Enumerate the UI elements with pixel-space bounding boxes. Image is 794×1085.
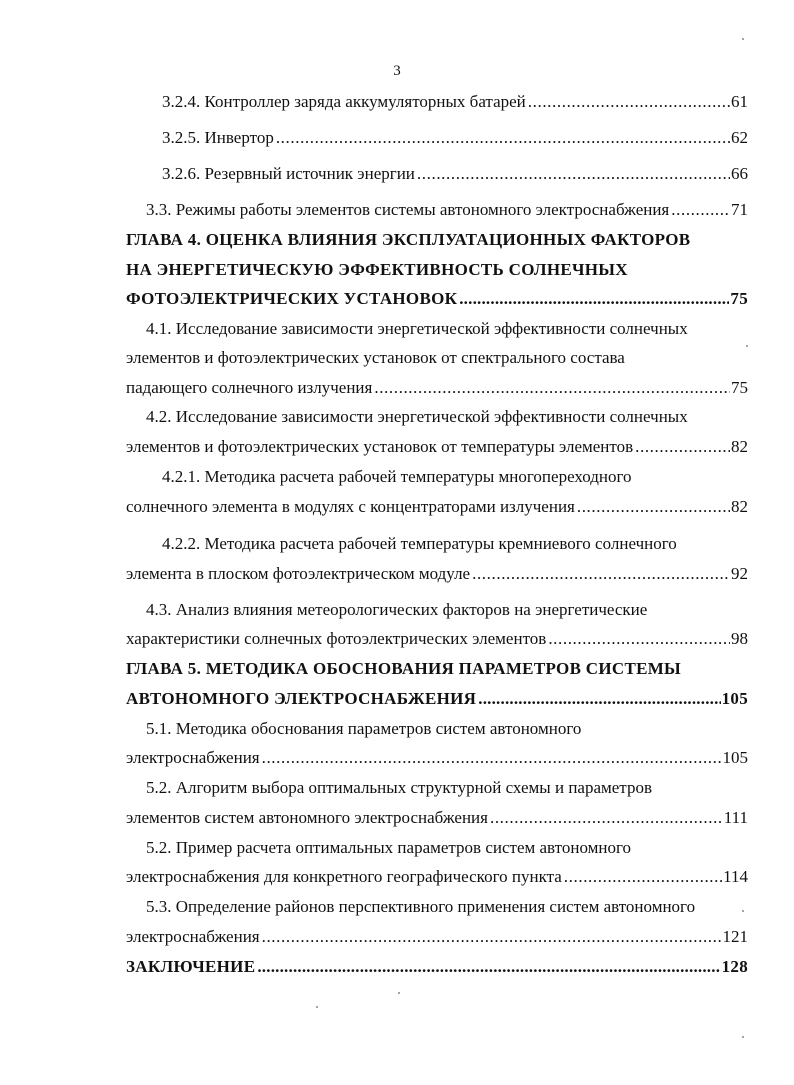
toc-entry-title: 3.2.6. Резервный источник энергии <box>162 164 415 183</box>
dot-leader <box>635 436 730 458</box>
toc-entry-page: 128 <box>721 957 748 976</box>
toc-conclusion <box>126 956 748 978</box>
toc-entry-4-2-line1 <box>146 406 688 428</box>
toc-entry-3-2-6 <box>162 163 748 185</box>
toc-entry-5-2a-line2 <box>126 807 748 829</box>
toc-entry-5-1-line1 <box>146 718 581 740</box>
dot-leader <box>564 866 722 888</box>
dot-leader <box>262 747 722 769</box>
toc-entry-3-2-5 <box>162 127 748 149</box>
toc-entry-page: 82 <box>731 437 748 456</box>
dot-leader <box>577 496 730 518</box>
toc-entry-5-1-line2 <box>126 747 748 769</box>
toc-entry-title: ФОТОЭЛЕКТРИЧЕСКИХ УСТАНОВОК <box>126 289 458 308</box>
toc-entry-title: НА ЭНЕРГЕТИЧЕСКУЮ ЭФФЕКТИВНОСТЬ СОЛНЕЧНЫХ <box>126 260 628 279</box>
scan-speck <box>742 910 744 912</box>
toc-entry-title: элементов и фотоэлектрических установок от спектрального состава <box>126 348 625 367</box>
toc-entry-5-3-line1 <box>146 896 695 918</box>
toc-entry-title: ГЛАВА 5. МЕТОДИКА ОБОСНОВАНИЯ ПАРАМЕТРОВ СИСТЕМЫ <box>126 659 682 678</box>
toc-entry-page: 114 <box>723 867 748 886</box>
toc-entry-title: электроснабжения <box>126 927 260 946</box>
toc-entry-title: элемента в плоском фотоэлектрическом модуле <box>126 564 471 583</box>
toc-entry-page: 92 <box>731 564 748 583</box>
toc-entry-page: 105 <box>722 748 748 767</box>
toc-entry-page: 105 <box>721 689 748 708</box>
scan-speck <box>746 345 748 347</box>
toc-entry-4-3-line2 <box>126 628 748 650</box>
scan-speck <box>742 1036 744 1038</box>
dot-leader <box>478 688 720 710</box>
dot-leader <box>459 288 729 310</box>
toc-entry-title: 5.1. Методика обоснования параметров систем автономного <box>146 719 582 738</box>
scan-speck <box>316 1006 318 1008</box>
toc-entry-title: 3.2.5. Инвертор <box>162 128 274 147</box>
toc-entry-title: электроснабжения <box>126 748 260 767</box>
toc-entry-page: 121 <box>722 927 748 946</box>
toc-entry-page: 66 <box>731 164 748 183</box>
dot-leader <box>374 377 730 399</box>
toc-entry-page: 111 <box>723 808 748 827</box>
toc-entry-title: ГЛАВА 4. ОЦЕНКА ВЛИЯНИЯ ЭКСПЛУАТАЦИОННЫХ ФАКТОРОВ <box>126 230 691 249</box>
toc-entry-4-1-line1 <box>146 318 688 340</box>
toc-entry-title: 3.2.4. Контроллер заряда аккумуляторных батарей <box>162 92 526 111</box>
toc-entry-title: 4.2.1. Методика расчета рабочей температуры многопереходного <box>162 467 632 486</box>
toc-entry-page: 75 <box>731 378 748 397</box>
toc-entry-page: 61 <box>731 92 748 111</box>
dot-leader <box>257 956 720 978</box>
toc-entry-3-2-4 <box>162 91 748 113</box>
toc-entry-title: элементов и фотоэлектрических установок от температуры элементов <box>126 437 634 456</box>
toc-entry-title: ЗАКЛЮЧЕНИЕ <box>126 957 256 976</box>
toc-entry-title: элементов систем автономного электроснабжения <box>126 808 488 827</box>
dot-leader <box>671 199 730 221</box>
dot-leader <box>490 807 723 829</box>
toc-chapter-4-line3 <box>126 288 748 310</box>
scan-speck <box>742 38 744 40</box>
toc-entry-4-3-line1 <box>146 599 647 621</box>
page-number: 3 <box>393 63 401 79</box>
toc-entry-title: солнечного элемента в модулях с концентраторами излучения <box>126 497 575 516</box>
toc-entry-title: 5.2. Пример расчета оптимальных параметров систем автономного <box>146 838 632 857</box>
toc-entry-5-2b-line1 <box>146 837 631 859</box>
dot-leader <box>528 91 730 113</box>
toc-chapter-4-line1 <box>126 229 690 251</box>
toc-entry-title: электроснабжения для конкретного географического пункта <box>126 867 562 886</box>
toc-entry-4-1-line2 <box>126 347 625 369</box>
toc-entry-page: 82 <box>731 497 748 516</box>
toc-entry-5-2b-line2 <box>126 866 748 888</box>
toc-chapter-5-line2 <box>126 688 748 710</box>
toc-entry-5-3-line2 <box>126 926 748 948</box>
toc-entry-4-2-1-line2 <box>126 496 748 518</box>
toc-entry-4-2-line2 <box>126 436 748 458</box>
dot-leader <box>276 127 730 149</box>
dot-leader <box>472 563 730 585</box>
toc-entry-title: 4.1. Исследование зависимости энергетической эффективности солнечных <box>146 319 688 338</box>
toc-entry-title: 5.2. Алгоритм выбора оптимальных структурной схемы и параметров <box>146 778 652 797</box>
toc-entry-5-2a-line1 <box>146 777 652 799</box>
toc-entry-4-1-line3 <box>126 377 748 399</box>
scan-speck <box>398 992 400 994</box>
toc-chapter-4-line2 <box>126 259 628 281</box>
toc-entry-page: 75 <box>730 289 748 308</box>
toc-entry-3-3 <box>146 199 748 221</box>
toc-entry-title: характеристики солнечных фотоэлектрических элементов <box>126 629 547 648</box>
toc-entry-4-2-2-line2 <box>126 563 748 585</box>
toc-entry-page: 98 <box>731 629 748 648</box>
toc-entry-page: 62 <box>731 128 748 147</box>
toc-entry-title: 5.3. Определение районов перспективного применения систем автономного <box>146 897 696 916</box>
toc-entry-title: 4.2. Исследование зависимости энергетической эффективности солнечных <box>146 407 688 426</box>
dot-leader <box>262 926 722 948</box>
toc-entry-title: АВТОНОМНОГО ЭЛЕКТРОСНАБЖЕНИЯ <box>126 689 477 708</box>
toc-entry-title: падающего солнечного излучения <box>126 378 373 397</box>
toc-entry-title: 4.2.2. Методика расчета рабочей температуры кремниевого солнечного <box>162 534 677 553</box>
toc-chapter-5-line1 <box>126 658 681 680</box>
toc-entry-title: 4.3. Анализ влияния метеорологических факторов на энергетические <box>146 600 648 619</box>
dot-leader <box>548 628 730 650</box>
toc-entry-title: 3.3. Режимы работы элементов системы автономного электроснабжения <box>146 200 670 219</box>
toc-entry-4-2-1-line1 <box>162 466 632 488</box>
toc-entry-4-2-2-line1 <box>162 533 677 555</box>
dot-leader <box>417 163 730 185</box>
toc-entry-page: 71 <box>731 200 748 219</box>
